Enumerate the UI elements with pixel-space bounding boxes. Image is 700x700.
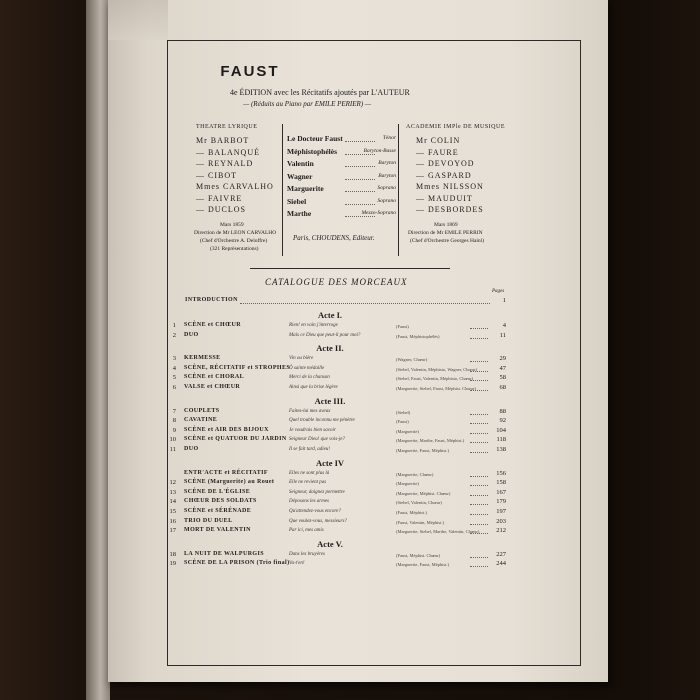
item-number: 14 xyxy=(169,498,176,506)
item-incipit: Elles ne sont plus là xyxy=(289,470,330,476)
item-singers: (Siebel, Valentin, Chœur) xyxy=(396,500,442,506)
item-title: ENTR'ACTE et RÉCITATIF xyxy=(184,469,268,476)
item-page: 88 xyxy=(499,407,506,415)
item-title: KERMESSE xyxy=(184,355,221,362)
theatre-lyrique-direction: Direction de Mr LEON CARVALHO xyxy=(194,230,277,236)
item-number: 17 xyxy=(169,527,176,535)
theatre-lyrique-date: Mars 1859 xyxy=(220,222,244,228)
cast-member: — FAURE xyxy=(416,147,459,157)
item-title: TRIO DU DUEL xyxy=(184,517,233,524)
item-page: 197 xyxy=(496,508,506,515)
item-page: 4 xyxy=(502,322,506,329)
theatre-lyrique-heading: THEATRE LYRIQUE xyxy=(196,124,258,130)
role-voice: Baryton xyxy=(378,160,396,166)
item-page: 167 xyxy=(496,488,506,496)
role-leader xyxy=(345,216,375,217)
item-singers: (Marguerite, Faust, Méphist.) xyxy=(396,562,450,568)
item-number: 19 xyxy=(169,560,176,568)
role-voice: Baryton xyxy=(378,172,396,179)
item-incipit: Quel trouble inconnu me pénètre xyxy=(289,418,355,424)
cast-member: — REYNALD xyxy=(196,159,254,168)
page-shadow xyxy=(108,0,168,40)
item-title: SCÈNE, RÉCITATIF et STROPHES xyxy=(184,364,291,371)
item-singers: (Marguerite, Siebel, Marthe, Valentin, Chœur) xyxy=(396,529,480,535)
item-incipit: Seigneur, daignez permettre xyxy=(289,489,345,495)
role-voice: Soprano xyxy=(377,197,396,204)
item-title: MORT DE VALENTIN xyxy=(184,527,251,534)
item-page: 138 xyxy=(496,446,506,453)
item-number: 8 xyxy=(172,417,176,425)
role-name: Wagner xyxy=(287,171,313,181)
item-incipit: Vin ou bière xyxy=(289,356,314,362)
cast-member: Mmes CARVALHO xyxy=(196,182,274,191)
act-heading: Acte III. xyxy=(314,395,346,406)
catalogue-title: CATALOGUE DES MORCEAUX xyxy=(265,277,408,287)
item-singers: (Marguerite, Méphist. Chœur) xyxy=(396,490,451,496)
item-page: 68 xyxy=(499,384,506,391)
item-incipit: Dans les bruyères xyxy=(289,551,325,557)
item-title: SCÈNE et SÉRÉNADE xyxy=(184,508,252,514)
item-title: SCÈNE et QUATUOR DU JARDIN xyxy=(184,436,287,443)
item-singers: (Siebel, Valentin, Méphisto, Wagner, Chœur) xyxy=(396,366,478,372)
item-page: 212 xyxy=(496,527,506,535)
introduction-label: INTRODUCTION xyxy=(185,297,238,303)
role-voice: Ténor xyxy=(382,135,396,141)
academie-heading: ACADEMIE IMPle DE MUSIQUE xyxy=(406,124,505,130)
cast-member: — MAUDUIT xyxy=(416,193,473,203)
cast-member: — DEVOYOD xyxy=(416,159,475,168)
item-number: 18 xyxy=(169,550,176,558)
cast-member: Mmes NILSSON xyxy=(416,182,484,191)
role-leader xyxy=(345,141,375,142)
role-name: Marguerite xyxy=(287,184,324,193)
item-title: SCÈNE et AIR DES BIJOUX xyxy=(184,426,269,433)
item-incipit: Ainsi que la brise légère xyxy=(289,385,338,390)
cast-member: — BALANQUÉ xyxy=(196,147,260,157)
item-number: 16 xyxy=(169,517,176,525)
role-voice: Baryton-Basse xyxy=(363,147,396,154)
item-page: 158 xyxy=(496,479,506,487)
edition-line: 4e ÉDITION avec les Récitatifs ajoutés par L'AUTEUR xyxy=(230,88,410,97)
academie-direction: Direction de Mr EMILE PERRIN xyxy=(408,230,483,236)
item-title: CAVATINE xyxy=(184,417,218,424)
introduction-leader xyxy=(240,303,490,304)
item-singers: (Faust) xyxy=(396,324,409,329)
item-page: 58 xyxy=(499,374,506,382)
item-number: 11 xyxy=(169,446,176,453)
separator-rule xyxy=(250,268,450,269)
item-singers: (Wagner, Chœur) xyxy=(396,357,428,363)
item-number: 13 xyxy=(169,488,176,496)
column-divider-left xyxy=(282,124,283,256)
item-number: 1 xyxy=(172,322,176,329)
column-divider-right xyxy=(398,124,399,256)
item-title: SCÈNE et CHŒUR xyxy=(184,322,241,328)
item-incipit: Que voulez-vous, messieurs? xyxy=(289,518,347,524)
cast-member: — DESBORDES xyxy=(416,205,484,214)
item-number: 10 xyxy=(169,436,176,444)
item-title: LA NUIT DE WALPURGIS xyxy=(184,550,264,557)
item-incipit: Merci de la chanson xyxy=(289,375,330,381)
item-title: CHŒUR DES SOLDATS xyxy=(184,498,257,505)
item-incipit: Ô sainte médaille xyxy=(289,365,325,371)
role-voice: Soprano xyxy=(377,185,396,191)
item-number: 9 xyxy=(172,426,176,434)
item-number: 12 xyxy=(169,479,176,487)
role-leader xyxy=(345,179,375,180)
item-incipit: Mais ce Dieu que peut-il pour moi? xyxy=(289,332,361,338)
introduction-page: 1 xyxy=(502,297,506,304)
role-leader xyxy=(345,154,375,155)
theatre-lyrique-reps: (321 Représentations) xyxy=(210,246,259,252)
item-page: 29 xyxy=(499,355,506,363)
item-singers: (Faust) xyxy=(396,419,409,425)
item-title: DUO xyxy=(184,446,199,452)
item-title: DUO xyxy=(184,331,199,338)
role-name: Valentin xyxy=(287,159,314,168)
item-incipit: Elle ne revient pas xyxy=(289,480,327,486)
item-incipit: Faites-lui mes aveux xyxy=(289,408,331,414)
cast-member: — CIBOT xyxy=(196,170,237,180)
item-singers: (Marguerite, Faust, Méphist.) xyxy=(396,448,450,453)
item-number: 3 xyxy=(172,355,176,363)
act-heading: Acte V. xyxy=(317,538,343,549)
item-singers: (Faust, Méphist.) xyxy=(396,510,427,515)
item-singers: (Marguerite) xyxy=(396,428,419,434)
item-page: 11 xyxy=(499,331,506,339)
item-page: 118 xyxy=(496,436,506,444)
item-number: 5 xyxy=(172,374,176,382)
item-incipit: Va-t'en! xyxy=(289,561,305,567)
role-name: Méphistophélès xyxy=(287,146,338,156)
item-incipit: Par ici, mes amis xyxy=(289,528,324,534)
item-title: COUPLETS xyxy=(184,407,220,414)
item-title: VALSE et CHŒUR xyxy=(184,384,241,390)
opera-title: FAUST xyxy=(220,63,280,80)
academie-orchestra: (Chef d'Orchestre Georges Hainl) xyxy=(410,238,485,244)
item-singers: (Faust, Valentin, Méphist.) xyxy=(396,519,445,525)
role-leader xyxy=(345,204,375,205)
item-singers: (Siebel) xyxy=(396,409,411,415)
role-voice: Mezzo-Soprano xyxy=(361,210,396,216)
item-singers: (Marguerite, Chœur) xyxy=(396,471,434,477)
act-heading: Acte IV xyxy=(315,457,345,468)
item-page: 47 xyxy=(499,364,506,372)
item-incipit: Il se fait tard, adieu! xyxy=(289,447,331,452)
item-page: 104 xyxy=(496,426,506,434)
role-leader xyxy=(345,191,375,192)
item-incipit: Rien! en vain j'interroge xyxy=(289,323,338,328)
item-title: SCÈNE (Marguerite) au Rouet xyxy=(184,479,275,486)
item-singers: (Faust, Méphistophélès) xyxy=(396,333,440,339)
item-incipit: Seigneur Dieu! que vois-je? xyxy=(289,437,345,443)
item-singers: (Faust, Méphist. Chœur) xyxy=(396,552,441,558)
item-title: SCÈNE DE L'ÉGLISE xyxy=(184,488,251,495)
reduction-line: — (Réduits au Piano par EMILE PERIER) — xyxy=(243,100,372,108)
item-title: SCÈNE et CHORAL xyxy=(184,374,245,381)
item-number: 15 xyxy=(169,508,176,515)
cast-member: — DUCLOS xyxy=(196,205,247,214)
item-incipit: Je voudrais bien savoir xyxy=(289,427,336,433)
role-name: Siebel xyxy=(287,196,307,206)
cast-member: — GASPARD xyxy=(416,170,472,180)
item-incipit: Qu'attendez-vous encore? xyxy=(289,509,341,514)
act-heading: Acte II. xyxy=(316,343,344,354)
item-number: 7 xyxy=(172,407,176,415)
item-singers: (Marguerite) xyxy=(396,481,419,487)
item-singers: (Marguerite, Siebel, Faust, Méphist. Chœur) xyxy=(396,386,476,391)
item-number: 4 xyxy=(172,364,176,372)
item-singers: (Siebel, Faust, Valentin, Méphisto, Chœur) xyxy=(396,376,474,382)
item-number: 6 xyxy=(172,384,176,391)
pages-label: Pages xyxy=(492,289,505,294)
role-name: Le Docteur Faust xyxy=(287,134,343,143)
item-page: 92 xyxy=(499,417,506,425)
item-singers: (Marguerite, Marthe, Faust, Méphist.) xyxy=(396,438,465,444)
role-name: Marthe xyxy=(287,209,312,218)
publisher: Paris, CHOUDENS, Editeur. xyxy=(293,234,375,242)
item-title: SCÈNE DE LA PRISON (Trio final) xyxy=(184,560,290,567)
academie-date: Mars 1869 xyxy=(434,222,458,228)
item-page: 179 xyxy=(496,498,506,506)
cast-member: Mr BARBOT xyxy=(196,136,250,145)
item-page: 227 xyxy=(496,550,506,558)
item-page: 244 xyxy=(496,560,506,568)
theatre-lyrique-orchestra: (Chef d'Orchestre A. Deloffre) xyxy=(200,238,268,244)
act-heading: Acte I. xyxy=(317,310,343,320)
cast-member: — FAIVRE xyxy=(196,193,243,203)
item-page: 203 xyxy=(496,517,506,525)
item-page: 156 xyxy=(496,469,506,477)
item-incipit: Déposons les armes xyxy=(289,499,329,505)
role-leader xyxy=(345,166,375,167)
cast-member: Mr COLIN xyxy=(416,136,461,145)
item-number: 2 xyxy=(172,331,176,339)
